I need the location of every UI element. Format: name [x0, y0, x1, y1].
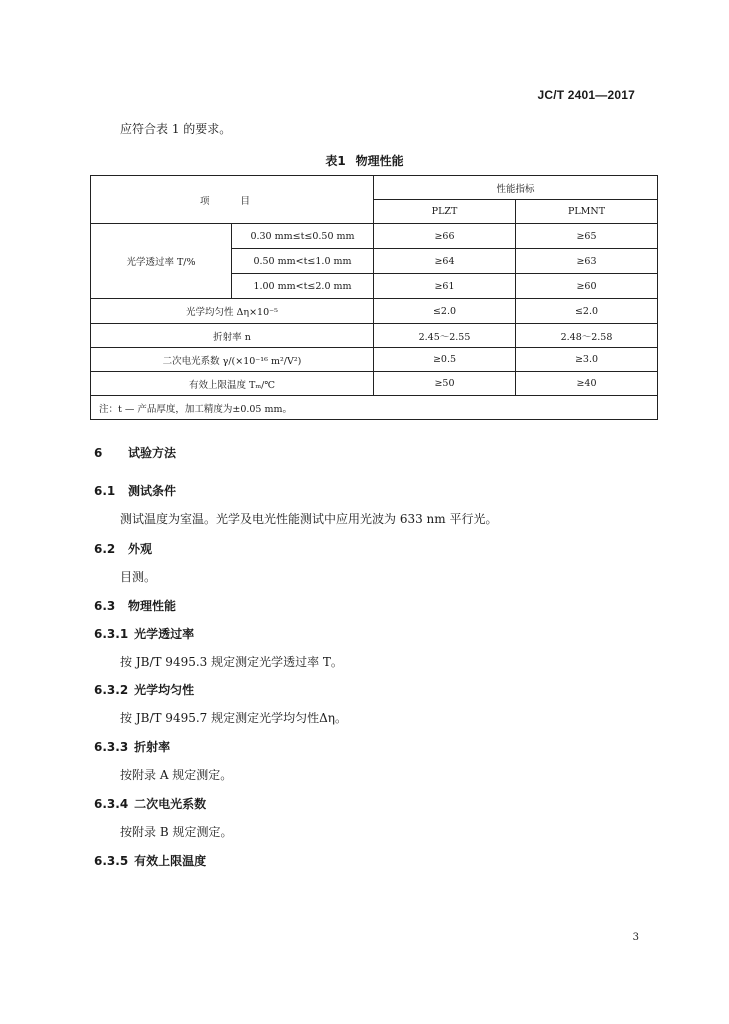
header-plmnt: PLMNT [516, 200, 658, 224]
section-heading [94, 795, 206, 812]
section-title: 有效上限温度 [134, 854, 207, 868]
thickness-range: 1.00 mm<t≤2.0 mm [232, 274, 374, 299]
table-row [91, 348, 658, 372]
section-title: 二次电光系数 [134, 797, 207, 811]
standard-code: JC/T 2401—2017 [537, 88, 635, 102]
table-header-row [91, 176, 658, 200]
table-note: 注：t — 产品厚度，加工精度为±0.05 mm。 [91, 396, 658, 420]
plmnt-value: ≥40 [516, 372, 658, 396]
property-label: 光学均匀性 Δη×10⁻⁵ [91, 299, 374, 324]
table-caption-number: 表1 [325, 154, 346, 168]
section-number: 6.3.3 [94, 740, 129, 754]
intro-text: 应符合表 1 的要求。 [120, 122, 232, 136]
table-caption [0, 152, 729, 169]
section-heading [94, 681, 194, 698]
plmnt-value: ≥3.0 [516, 348, 658, 372]
section-number: 6.3.2 [94, 683, 129, 697]
section-heading [94, 738, 170, 755]
section-title: 光学均匀性 [134, 683, 195, 697]
plzt-value: ≥64 [374, 249, 516, 274]
section-heading [94, 444, 176, 461]
section-title: 外观 [128, 542, 153, 556]
property-label: 折射率 n [91, 324, 374, 348]
section-title: 试验方法 [128, 446, 177, 460]
thickness-range: 0.50 mm<t≤1.0 mm [232, 249, 374, 274]
section-heading [94, 482, 176, 499]
section-title: 折射率 [134, 740, 171, 754]
header-indicator: 性能指标 [374, 176, 658, 200]
section-body: 按附录 A 规定测定。 [120, 768, 233, 782]
section-number: 6.3.1 [94, 627, 129, 641]
physical-properties-table [90, 175, 658, 420]
section-body: 按附录 B 规定测定。 [120, 825, 233, 839]
section-heading [94, 852, 206, 869]
plmnt-value: ≥60 [516, 274, 658, 299]
table-row [91, 299, 658, 324]
plmnt-value: ≥65 [516, 224, 658, 249]
section-number: 6 [94, 446, 103, 460]
section-number: 6.2 [94, 542, 116, 556]
section-heading [94, 597, 176, 614]
section-number: 6.3.4 [94, 797, 129, 811]
section-body: 按 JB/T 9495.7 规定测定光学均匀性Δη。 [120, 711, 347, 725]
plzt-value: ≥61 [374, 274, 516, 299]
plzt-value: ≥0.5 [374, 348, 516, 372]
plmnt-value: ≥63 [516, 249, 658, 274]
transmittance-label: 光学透过率 T/% [91, 224, 232, 299]
header-item: 项 目 [91, 176, 374, 224]
section-heading [94, 540, 152, 557]
section-title: 物理性能 [128, 599, 177, 613]
table-row [91, 372, 658, 396]
header-plzt: PLZT [374, 200, 516, 224]
section-body: 目测。 [120, 570, 157, 584]
section-body: 按 JB/T 9495.3 规定测定光学透过率 T。 [120, 655, 343, 669]
table-caption-title: 物理性能 [355, 154, 404, 168]
section-number: 6.3 [94, 599, 116, 613]
table-row [91, 324, 658, 348]
table-row [91, 224, 658, 249]
thickness-range: 0.30 mm≤t≤0.50 mm [232, 224, 374, 249]
section-body: 测试温度为室温。光学及电光性能测试中应用光波为 633 nm 平行光。 [120, 512, 498, 526]
table-note-row [91, 396, 658, 420]
property-label: 有效上限温度 Tₘ/℃ [91, 372, 374, 396]
section-number: 6.1 [94, 484, 116, 498]
plmnt-value: ≤2.0 [516, 299, 658, 324]
section-title: 光学透过率 [134, 627, 195, 641]
plzt-value: ≥66 [374, 224, 516, 249]
plzt-value: 2.45～2.55 [374, 324, 516, 348]
property-label: 二次电光系数 γ/(×10⁻¹⁶ m²/V²) [91, 348, 374, 372]
page-number: 3 [632, 932, 639, 943]
section-title: 测试条件 [128, 484, 177, 498]
plzt-value: ≥50 [374, 372, 516, 396]
plzt-value: ≤2.0 [374, 299, 516, 324]
section-number: 6.3.5 [94, 854, 129, 868]
plmnt-value: 2.48～2.58 [516, 324, 658, 348]
section-heading [94, 625, 194, 642]
